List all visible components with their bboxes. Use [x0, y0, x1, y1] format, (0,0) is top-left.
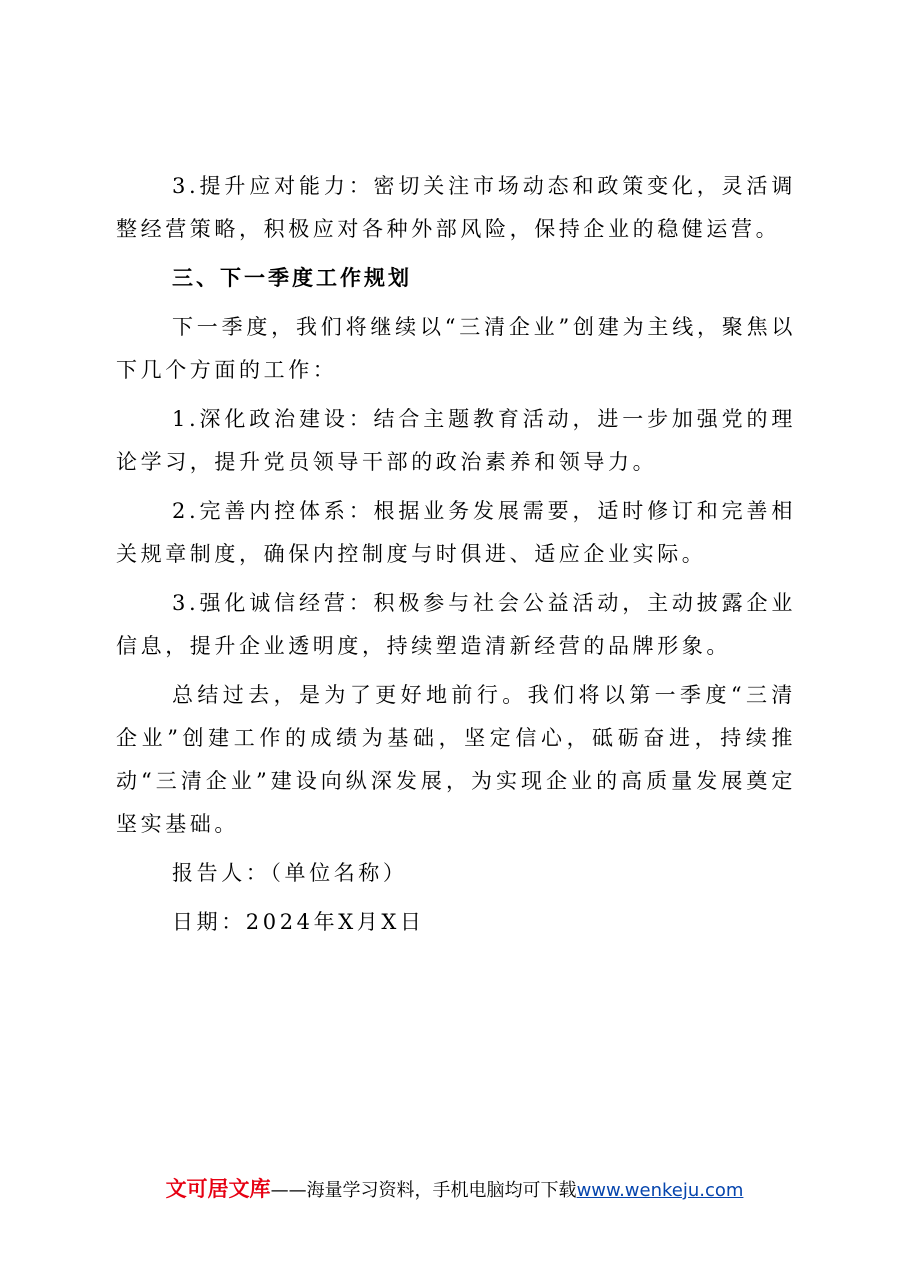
- footer-brand: 文可居文库: [165, 1177, 271, 1201]
- paragraph-internal-control: 2.完善内控体系：根据业务发展需要，适时修订和完善相关规章制度，确保内控制度与时俱进、适应企业实际。: [116, 499, 796, 566]
- paragraph-integrity-operation: 3.强化诚信经营：积极参与社会公益活动，主动披露企业信息，提升企业透明度，持续塑造清新经营的品牌形象。: [116, 591, 796, 658]
- date-line: 日期：2024年X月X日: [172, 910, 425, 934]
- reporter-line: 报告人：（单位名称）: [172, 861, 408, 885]
- footer-banner: [0, 1176, 909, 1204]
- footer-slogan: ——海量学习资料，手机电脑均可下载: [270, 1180, 577, 1201]
- document-body: [116, 165, 796, 944]
- paragraph-next-quarter-intro: 下一季度，我们将继续以“三清企业”创建为主线，聚焦以下几个方面的工作：: [116, 315, 796, 382]
- footer-website-link[interactable]: www.wenkeju.com: [576, 1180, 744, 1201]
- paragraph-summary: 总结过去，是为了更好地前行。我们将以第一季度“三清企业”创建工作的成绩为基础，坚定信心，砥砺奋进，持续推动“三清企业”建设向纵深发展，为实现企业的高质量发展奠定坚实基础。: [116, 683, 796, 836]
- paragraph-improve-response: 3.提升应对能力：密切关注市场动态和政策变化，灵活调整经营策略，积极应对各种外部风险，保持企业的稳健运营。: [116, 174, 796, 241]
- paragraph-political-construction: 1.深化政治建设：结合主题教育活动，进一步加强党的理论学习，提升党员领导干部的政治素养和领导力。: [116, 407, 796, 474]
- section-heading-next-quarter-plan: 三、下一季度工作规划: [172, 266, 412, 290]
